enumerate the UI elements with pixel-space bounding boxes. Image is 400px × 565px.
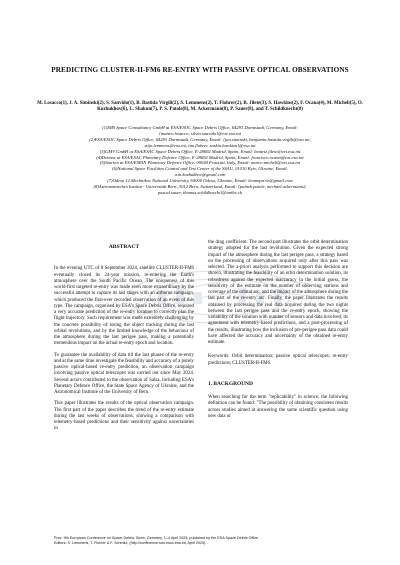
section-heading: 1. BACKGROUND xyxy=(208,380,253,387)
keywords: Keywords: Orbit determination; passive optical telescopes; re-entry predictions; CLUSTER-II-FM6. xyxy=(208,354,348,366)
abstract-paragraph: the drag coefficient. The second part illustrates the orbit determination strategy adopted for the last revolution. Given the expected strong impact of the atmosphere during the last perigee pass, a strategy based on the processing of observations acquired only after this pass was selected. The a-priori analysis performed to support this decision are shown, illustrating the feasibility of an orbit determination solution, its robustness against the expected inaccuracy in the initial guess, the sensitivity of the estimate on the number of observing stations and coverage of the orbital arc, and the impact of the atmosphere during the last part of the re-entry arc. Finally, the paper illustrates the results obtained by processing the real data acquired during the two nights between the last perigee pass and the re-entry epoch, showing the variability of the solution with number of sensors and data involved, its agreement with telemetry-based predictions, and a post-processing of the results, illustrating how the inclusion of pre-perigee pass data could have affected the accuracy and uncertainty of the obtained re-entry estimate. xyxy=(208,240,349,345)
affiliation-line: (2)ESA/ESOC Space Debris Office, 64293 Darmstadt, Germany, Email: {jan.siminski, benjamin.bastida.virgili@esa.int, xyxy=(89,136,311,142)
affiliation-line: (1)IMS Space Consultancy GmbH at ESA/ESOC Space Debris Office, 64293 Darmstadt, Germany, Email: xyxy=(102,125,298,130)
affiliation-line: (6)National Space Facilities Control and Test Center of the SSAU, 01010 Kyiv, Ukraine, Email: xyxy=(112,166,288,172)
affiliation-list xyxy=(28,125,372,196)
affiliation-line: (7)Odesa I.I.Mechnikov National University, 65000 Odesa, Ukraine, Email: leonmpa.ve@gmail.com xyxy=(107,178,293,184)
abstract-paragraph: This paper illustrates the results of the optical observation campaign. The first part of the paper describes the trend of the re-entry estimate during the last weeks of observations, showing a comparison with telemetry-based predictions and their sensitivity against uncertainties in xyxy=(54,401,194,432)
body-paragraph: When searching for the term "replicability" in science, the following definition can be found: "The possibility of obtaining consistent results across studies aimed at answering the same scientific question using new data or xyxy=(208,395,348,419)
affiliation-line: (8)Astronomisches Institut - Universität Bern, 3012 Bern, Switzerland, Email: {palash.patole, michael.ackermann2, xyxy=(93,184,307,190)
affiliation-line: {matteo.losacco, silvia.sanvido}@ext.esa.int xyxy=(159,130,241,136)
affiliation-line: (5)Starion at ESA/ESRIN Planetary Defence Office, 00044 Frascati, Italy, Email: marco.micheli@ext.esa.int xyxy=(99,160,301,166)
author-list: M. Losacco(1), J. A. Siminski(2), S. Sanvido(1), B. Bastida Virgili(2), S. Lemmens(2), T. Flohrer(2), B. Jilete(3), S. Hawkins(2), F. Ocana(4), M. Micheli(5), O. Kozhukhov(6), L. Shakun(7), P. S. Patole(8), M. Ackermann(8), P. Sauer(8), and T. Schildknecht(8) xyxy=(37,101,363,113)
abstract-paragraph: In the evening UTC of 8 September 2024, satellite CLUSTER-II-FM6 eventually closed its 24-year mission, re-entering the Earth's atmosphere over the South Pacific Ocean. The uniqueness of this world-first targeted re-entry was made even more extraordinary by the successful attempt to capture its last stages with an airborne campaign, which produced the first-ever recorded observation of an event of this type. The campaign, organised by ESA's Space Debris Office, required a very accurate prediction of the re-entry location to correctly plan the flight trajectory. Such requirement was made extremely challenging by the concrete possibility of losing the object tracking during the last orbital revolutions, and by the limited knowledge of the behaviour of the atmosphere during the last perigee pass, making a potentially tremendous impact on the actual re-entry epoch and location. xyxy=(54,266,194,347)
affiliation-line: pascal.sauer, thomas.schildknecht}@unibe.ch xyxy=(157,189,243,195)
affiliation-line: (3)GMV GmbH at ESA/ESAC Space Debris Office, E-28692 Madrid, Spain, Email: beatriz.jilete@ext.esa.int xyxy=(99,148,301,154)
right-column xyxy=(208,240,348,425)
left-column xyxy=(54,244,194,438)
affiliation-line: (4)Deimos at ESA/ESAC Planetary Defence Office, E-28692 Madrid, Spain, Email: francisco.ocana@ext.esa.int xyxy=(96,154,304,160)
affiliation-line: a.m.kozhukhov@gmail.com xyxy=(174,172,226,178)
affiliation-line: stijn.lemmens@esa.int, tim.flohrer, saskia.hawkins}@esa.int xyxy=(144,142,256,148)
footer-line: Editors: S. Lemmens, T. Flohrer & F. Schmitz, (http://conference.sdo.esoc.esa.int, April 2025) xyxy=(54,541,206,545)
abstract-heading: ABSTRACT xyxy=(108,244,140,250)
footer-line: Proc. 9th European Conference on Space Debris, Bonn, Germany, 1–4 April 2025, published by the ESA Space Debris Office xyxy=(54,536,259,540)
paper-title: PREDICTING CLUSTER-II-FM6 RE-ENTRY WITH PASSIVE OPTICAL OBSERVATIONS xyxy=(51,66,349,74)
page-footer xyxy=(54,536,354,546)
abstract-paragraph: To guarantee the availability of data till the last phases of the re-entry and at the same time investigate the feasibility and accuracy of a purely passive optical-based re-entry prediction, an observation campaign involving passive optical telescopes was carried out since May 2024. Several actors contributed to the observation of Salsa, including ESA's Planetary Defence Office, the State Space Agency of Ukraine, and the Astronomical Institute of the University of Bern. xyxy=(54,352,194,395)
